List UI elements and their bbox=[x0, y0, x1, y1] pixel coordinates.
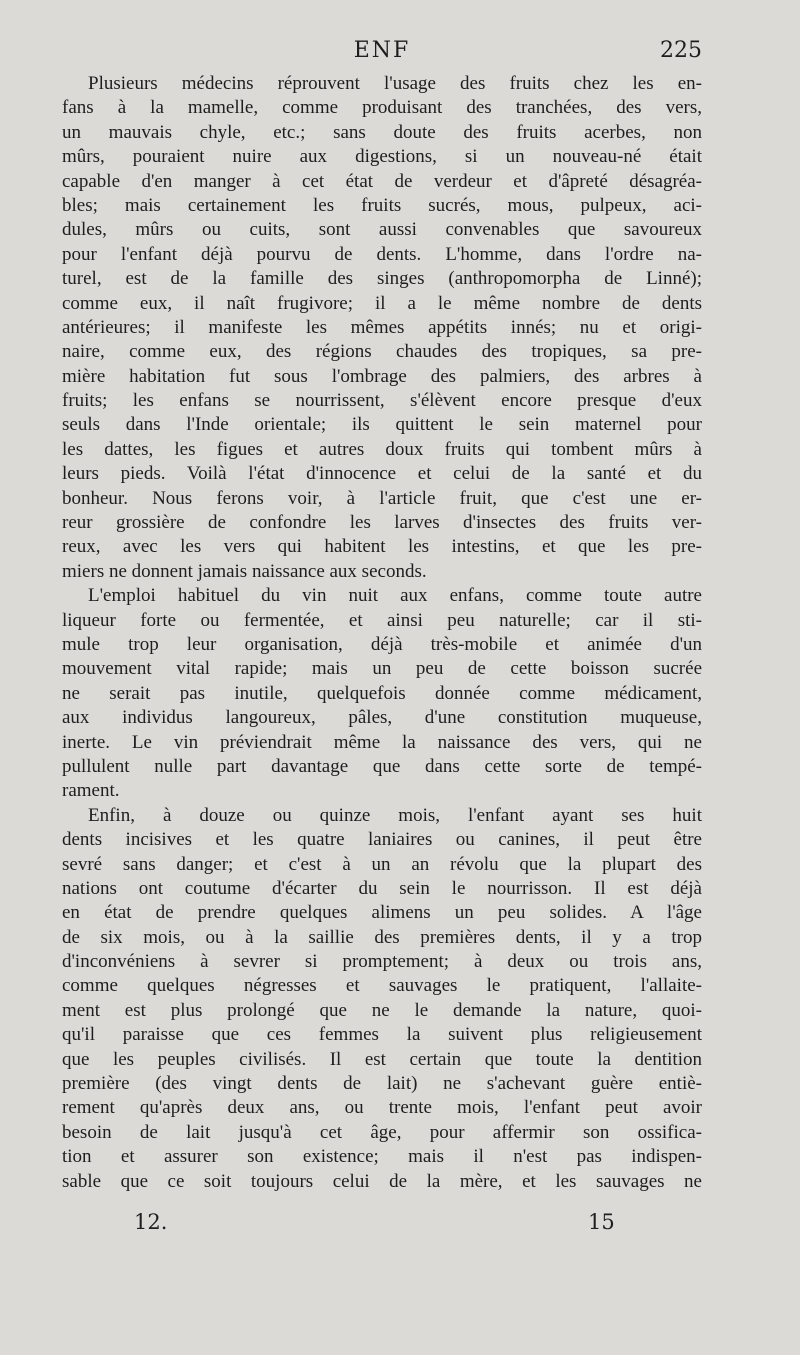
text-line: dules, mûrs ou cuits, sont aussi convenables que savoureux bbox=[62, 219, 702, 241]
text-line: mière habitation fut sous l'ombrage des palmiers, des arbres à bbox=[62, 365, 702, 387]
text-line: pour l'enfant déjà pourvu de dents. L'homme, dans l'ordre na- bbox=[62, 243, 702, 265]
gathering-signature: 15 bbox=[588, 1210, 615, 1234]
text-line: antérieures; il manifeste les mêmes appétits innés; nu et origi- bbox=[62, 316, 702, 338]
text-line: les dattes, les figues et autres doux fruits qui tombent mûrs à bbox=[62, 438, 702, 460]
page-number: 225 bbox=[660, 38, 702, 63]
text-line: Plusieurs médecins réprouvent l'usage des fruits chez les en- bbox=[88, 73, 702, 94]
text-line: seuls dans l'Inde orientale; ils quittent le sein maternel pour bbox=[62, 414, 702, 436]
text-line: bles; mais certainement les fruits sucrés, mous, pulpeux, aci- bbox=[62, 194, 702, 216]
text-line: capable d'en manger à cet état de verdeur et d'âpreté désagréa- bbox=[62, 170, 702, 192]
text-line: mule trop leur organisation, déjà très-mobile et animée d'un bbox=[62, 633, 702, 655]
text-line: fans à la mamelle, comme produisant des tranchées, des vers, bbox=[62, 97, 702, 119]
text-line: mûrs, pouraient nuire aux digestions, si un nouveau-né était bbox=[62, 146, 702, 168]
text-line: ne serait pas inutile, quelquefois donnée comme médicament, bbox=[62, 682, 702, 704]
volume-signature: 12. bbox=[134, 1210, 168, 1234]
page-footer bbox=[62, 1210, 702, 1240]
text-line: turel, est de la famille des singes (anthropomorpha de Linné); bbox=[62, 268, 702, 290]
text-line: leurs pieds. Voilà l'état d'innocence et celui de la santé et du bbox=[62, 463, 702, 485]
text-line: rement qu'après deux ans, ou trente mois, l'enfant peut avoir bbox=[62, 1097, 702, 1119]
text-line: dents incisives et les quatre laniaires ou canines, il peut être bbox=[62, 829, 702, 851]
text-line: reur grossière de confondre les larves d'insectes des fruits ver- bbox=[62, 512, 702, 534]
text-line: ment est plus prolongé que ne le demande la nature, quoi- bbox=[62, 999, 702, 1021]
running-head bbox=[62, 38, 702, 70]
text-line: liqueur forte ou fermentée, et ainsi peu naturelle; car il sti- bbox=[62, 609, 702, 631]
text-line: tion et assurer son existence; mais il n'est pas indispen- bbox=[62, 1146, 702, 1168]
text-line: inerte. Le vin préviendrait même la naissance des vers, qui ne bbox=[62, 731, 702, 753]
text-line: besoin de lait jusqu'à cet âge, pour affermir son ossifica- bbox=[62, 1121, 702, 1143]
text-line: de six mois, ou à la saillie des premières dents, il y a trop bbox=[62, 926, 702, 948]
text-line: que les peuples civilisés. Il est certain que toute la dentition bbox=[62, 1048, 702, 1070]
text-line: sable que ce soit toujours celui de la mère, et les sauvages ne bbox=[62, 1170, 702, 1192]
body-text bbox=[62, 72, 702, 1194]
text-line: miers ne donnent jamais naissance aux seconds. bbox=[62, 560, 427, 582]
text-line: première (des vingt dents de lait) ne s'achevant guère entiè- bbox=[62, 1073, 702, 1095]
running-title: ENF bbox=[353, 38, 411, 63]
text-line: pullulent nulle part davantage que dans cette sorte de tempé- bbox=[62, 755, 702, 777]
text-line: un mauvais chyle, etc.; sans doute des fruits acerbes, non bbox=[62, 121, 702, 143]
text-line: comme quelques négresses et sauvages le pratiquent, l'allaite- bbox=[62, 975, 702, 997]
text-line: en état de prendre quelques alimens un peu solides. A l'âge bbox=[62, 902, 702, 924]
text-line: fruits; les enfans se nourrissent, s'élèvent encore presque d'eux bbox=[62, 390, 702, 412]
text-line: d'inconvéniens à sevrer si promptement; à deux ou trois ans, bbox=[62, 951, 702, 973]
text-line: Enfin, à douze ou quinze mois, l'enfant ayant ses huit bbox=[88, 804, 702, 826]
text-line: sevré sans danger; et c'est à un an révolu que la plupart des bbox=[62, 853, 702, 875]
text-line: mouvement vital rapide; mais un peu de cette boisson sucrée bbox=[62, 658, 702, 680]
text-line: rament. bbox=[62, 780, 120, 802]
text-line: comme eux, il naît frugivore; il a le même nombre de dents bbox=[62, 292, 702, 314]
text-line: bonheur. Nous ferons voir, à l'article fruit, que c'est une er- bbox=[62, 487, 702, 509]
text-line: reux, avec les vers qui habitent les intestins, et que les pre- bbox=[62, 536, 702, 558]
text-line: L'emploi habituel du vin nuit aux enfans, comme toute autre bbox=[88, 585, 702, 607]
text-line: qu'il paraisse que ces femmes la suivent plus religieusement bbox=[62, 1024, 702, 1046]
text-line: naire, comme eux, des régions chaudes des tropiques, sa pre- bbox=[62, 341, 702, 363]
text-line: nations ont coutume d'écarter du sein le nourrisson. Il est déjà bbox=[62, 877, 702, 899]
text-line: aux individus langoureux, pâles, d'une constitution muqueuse, bbox=[62, 707, 702, 729]
